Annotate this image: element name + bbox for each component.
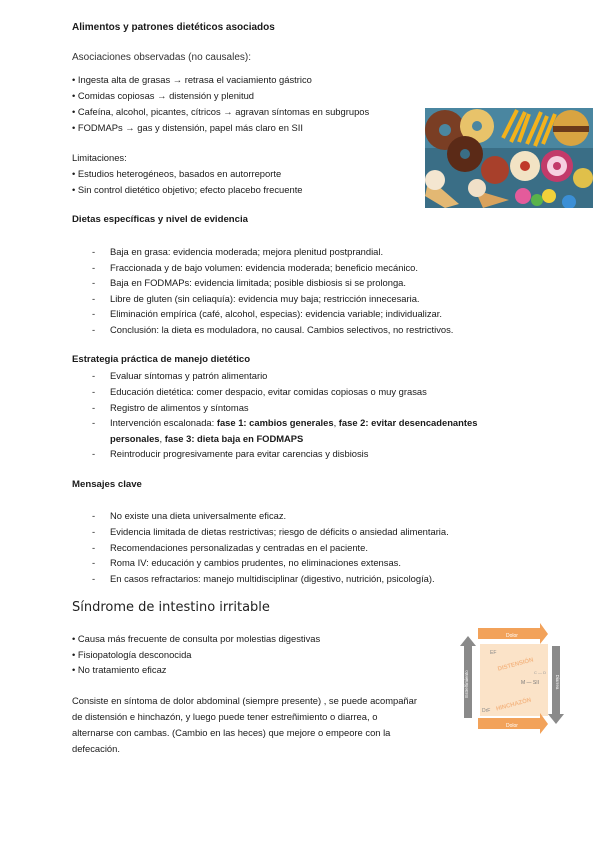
list-item: • Ingesta alta de grasas → retrasa el vaciamiento gástrico — [72, 74, 312, 85]
paragraph-line: Consiste en síntoma de dolor abdominal (siempre presente) , se puede acompañar — [72, 695, 417, 706]
phase-3: fase 3: dieta baja en FODMAPS — [164, 433, 304, 444]
list-item: Reintroducir progresivamente para evitar carencias y disbiosis — [110, 448, 369, 459]
dash-marker: - — [92, 557, 96, 568]
page-heading: Alimentos y patrones dietéticos asociados — [72, 22, 275, 33]
dash-marker: - — [92, 324, 96, 335]
dash-marker: - — [92, 510, 96, 521]
dash-marker: - — [92, 293, 96, 304]
dolor-top-label: Dolor — [506, 633, 518, 639]
list-item: • Estudios heterogéneos, basados en autorreporte — [72, 168, 282, 179]
list-item: • Causa más frecuente de consulta por molestias digestivas — [72, 633, 321, 644]
phases-item — [110, 417, 477, 428]
dash-marker: - — [92, 277, 96, 288]
list-item: Fraccionada y de bajo volumen: evidencia moderada; beneficio mecánico. — [110, 262, 418, 273]
drf-label: DrF — [482, 708, 491, 714]
dash-marker: - — [92, 573, 96, 584]
dash-marker: - — [92, 262, 96, 273]
list-item: • FODMAPs → gas y distensión, papel más claro en SII — [72, 122, 303, 133]
paragraph-line: alternarse con cambas. (Cambio en las heces) que mejore o empeore con la — [72, 727, 391, 738]
key-messages-title: Mensajes clave — [72, 479, 142, 490]
dash-marker: - — [92, 370, 96, 381]
dash-marker: - — [92, 526, 96, 537]
strategy-title: Estrategia práctica de manejo dietético — [72, 354, 251, 365]
phase-2-continued: personales — [110, 433, 160, 444]
list-item: Registro de alimentos y síntomas — [110, 402, 249, 413]
associations-title: Asociaciones observadas (no causales): — [72, 52, 251, 63]
phase-separator: , — [159, 433, 165, 444]
dash-marker: - — [92, 402, 96, 413]
dolor-bottom-label: Dolor — [506, 723, 518, 729]
list-item: Baja en grasa: evidencia moderada; mejora plenitud postprandial. — [110, 246, 384, 257]
dash-marker: - — [92, 448, 96, 459]
symptom-diagram — [460, 622, 572, 742]
dash-marker: - — [92, 246, 96, 257]
junk-food-image — [425, 108, 593, 208]
dash-marker: - — [92, 308, 96, 319]
list-item: • Cafeína, alcohol, picantes, cítricos → agravan síntomas en subgrupos — [72, 106, 370, 117]
description-paragraph — [72, 693, 432, 757]
diets-title: Dietas específicas y nivel de evidencia — [72, 214, 248, 225]
ef-label: EF — [490, 650, 497, 656]
list-item: Educación dietética: comer despacio, evitar comidas copiosas o muy grasas — [110, 386, 427, 397]
list-item: Conclusión: la dieta es moduladora, no causal. Cambios selectivos, no restrictivos. — [110, 324, 454, 335]
list-item: Evidencia limitada de dietas restrictivas; riesgo de déficits o ansiedad alimentaria. — [110, 526, 449, 537]
distension-label: DISTENSIÓN — [497, 657, 535, 673]
limitations-title: Limitaciones: — [72, 152, 127, 163]
section-title: Síndrome de intestino irritable — [72, 600, 270, 615]
phases-item-line2 — [110, 433, 303, 444]
dash-marker: - — [92, 417, 96, 428]
list-item: Baja en FODMAPs: evidencia limitada; posible disbiosis si se prolonga. — [110, 277, 406, 288]
list-item: No existe una dieta universalmente eficaz. — [110, 510, 287, 521]
m-sii-label: M — SII — [520, 680, 540, 686]
list-item: Recomendaciones personalizadas y centradas en el paciente. — [110, 542, 368, 553]
list-item: Roma IV: educación y cambios prudentes, no eliminaciones extensas. — [110, 557, 401, 568]
dash-marker: - — [92, 386, 96, 397]
paragraph-line: defecación. — [72, 743, 120, 754]
estrenimiento-label: Estreñimiento — [464, 670, 469, 698]
phase-2: fase 2: evitar desencadenantes — [338, 417, 478, 428]
dash-marker: - — [92, 542, 96, 553]
paragraph-line: de distensión e hinchazón, y luego puede tener estreñimiento o diarrea, o — [72, 711, 378, 722]
list-item: Libre de gluten (sin celiaquía): evidencia muy baja; restricción innecesaria. — [110, 293, 420, 304]
hinchazon-label: HINCHAZÓN — [495, 697, 532, 713]
list-item: • Sin control dietético objetivo; efecto placebo frecuente — [72, 184, 303, 195]
list-item: Evaluar síntomas y patrón alimentario — [110, 370, 268, 381]
list-item: • No tratamiento eficaz — [72, 664, 167, 675]
list-item: Eliminación empírica (café, alcohol, especias): evidencia variable; individualizar. — [110, 308, 442, 319]
phase-separator: , — [333, 417, 339, 428]
list-item: • Comidas copiosas → distensión y plenitud — [72, 90, 255, 101]
phase-1: fase 1: cambios generales — [216, 417, 334, 428]
c-d-label: C — D — [534, 670, 546, 675]
phases-intro: Intervención escalonada: — [110, 417, 217, 428]
diarrea-label: Diarrea — [555, 674, 560, 690]
list-item: • Fisiopatología desconocida — [72, 649, 192, 660]
list-item: En casos refractarios: manejo multidisciplinar (digestivo, nutrición, psicología). — [110, 573, 435, 584]
